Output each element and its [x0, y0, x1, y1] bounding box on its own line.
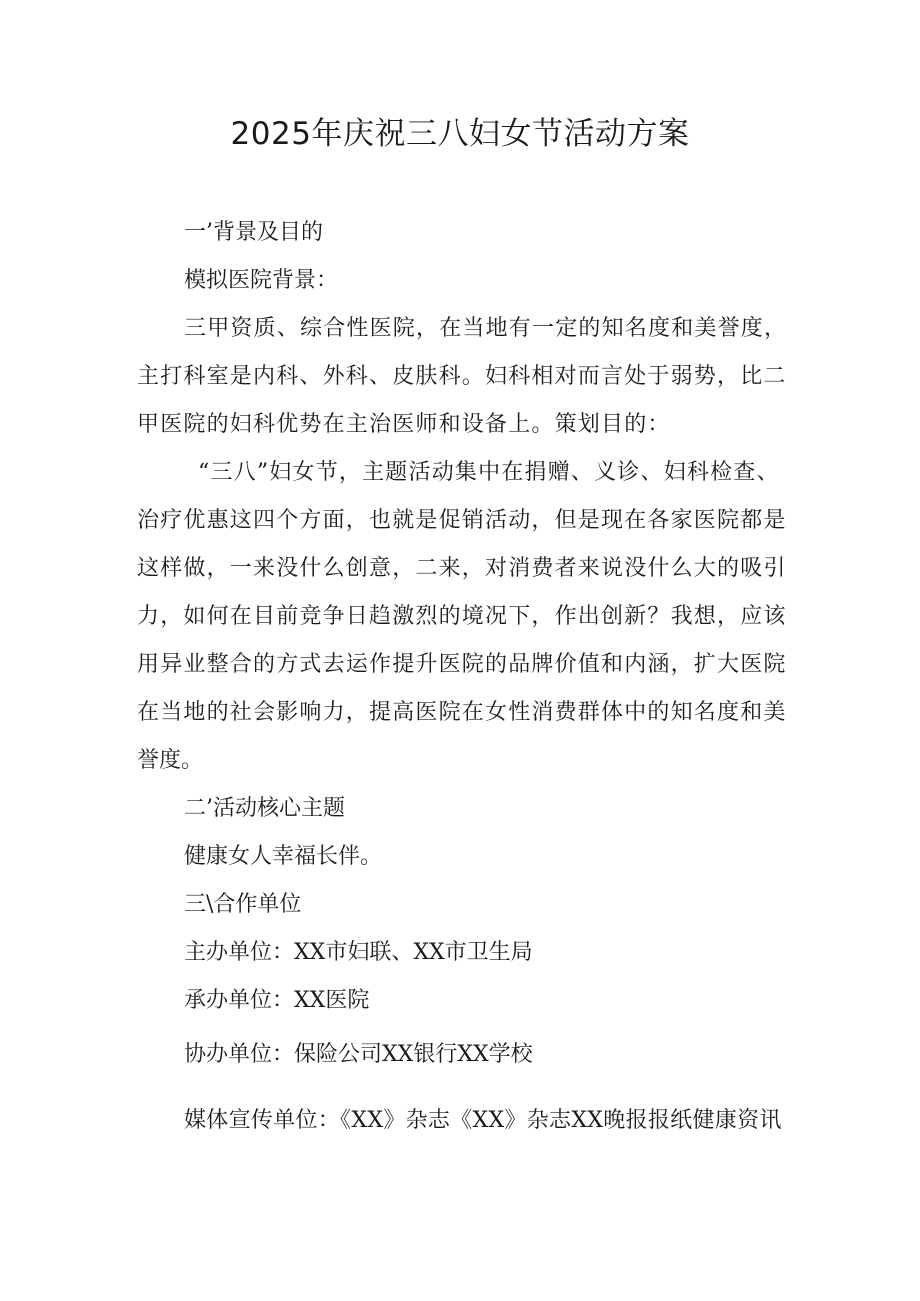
para2-line-3: 这样做，一来没什么创意，二来，对消费者来说没什么大的吸引 [137, 556, 787, 581]
section2-text: 健康女人幸福长伴。 [184, 844, 383, 869]
para2-line-4: 力，如何在目前竞争日趋激烈的境况下，作出创新？我想，应该 [137, 604, 787, 629]
section2-heading: 二’活动核心主题 [184, 796, 345, 821]
section3-heading: 三\合作单位 [184, 892, 302, 917]
para2-line-1: “三八”妇女节，主题活动集中在捐赠、义诊、妇科检查、 [198, 460, 780, 485]
co-organizer-unit: 协办单位：保险公司XX银行XX学校 [184, 1042, 533, 1067]
host-unit: 主办单位：XX市妇联、XX市卫生局 [184, 940, 533, 965]
media-unit: 媒体宣传单位：《XX》杂志《XX》杂志XX晚报报纸健康资讯 [184, 1108, 782, 1133]
document-title: 2025年庆祝三八妇女节活动方案 [230, 116, 690, 152]
para2-line-2: 治疗优惠这四个方面，也就是促销活动，但是现在各家医院都是 [137, 508, 787, 533]
para1-line-2: 主打科室是内科、外科、皮肤科。妇科相对而言处于弱势，比二 [137, 364, 787, 389]
organizer-unit: 承办单位：XX医院 [184, 988, 370, 1013]
para1-line-3: 甲医院的妇科优势在主治医师和设备上。策划目的： [137, 412, 671, 437]
section1-subheading: 模拟医院背景： [184, 268, 339, 293]
para2-line-6: 在当地的社会影响力，提高医院在女性消费群体中的知名度和美 [137, 700, 787, 725]
section1-heading: 一’背景及目的 [184, 220, 323, 245]
para2-line-7: 誉度。 [137, 748, 204, 773]
para2-line-5: 用异业整合的方式去运作提升医院的品牌价值和内涵，扩大医院 [137, 652, 787, 677]
para1-line-1: 三甲资质、综合性医院，在当地有一定的知名度和美誉度， [184, 316, 788, 341]
